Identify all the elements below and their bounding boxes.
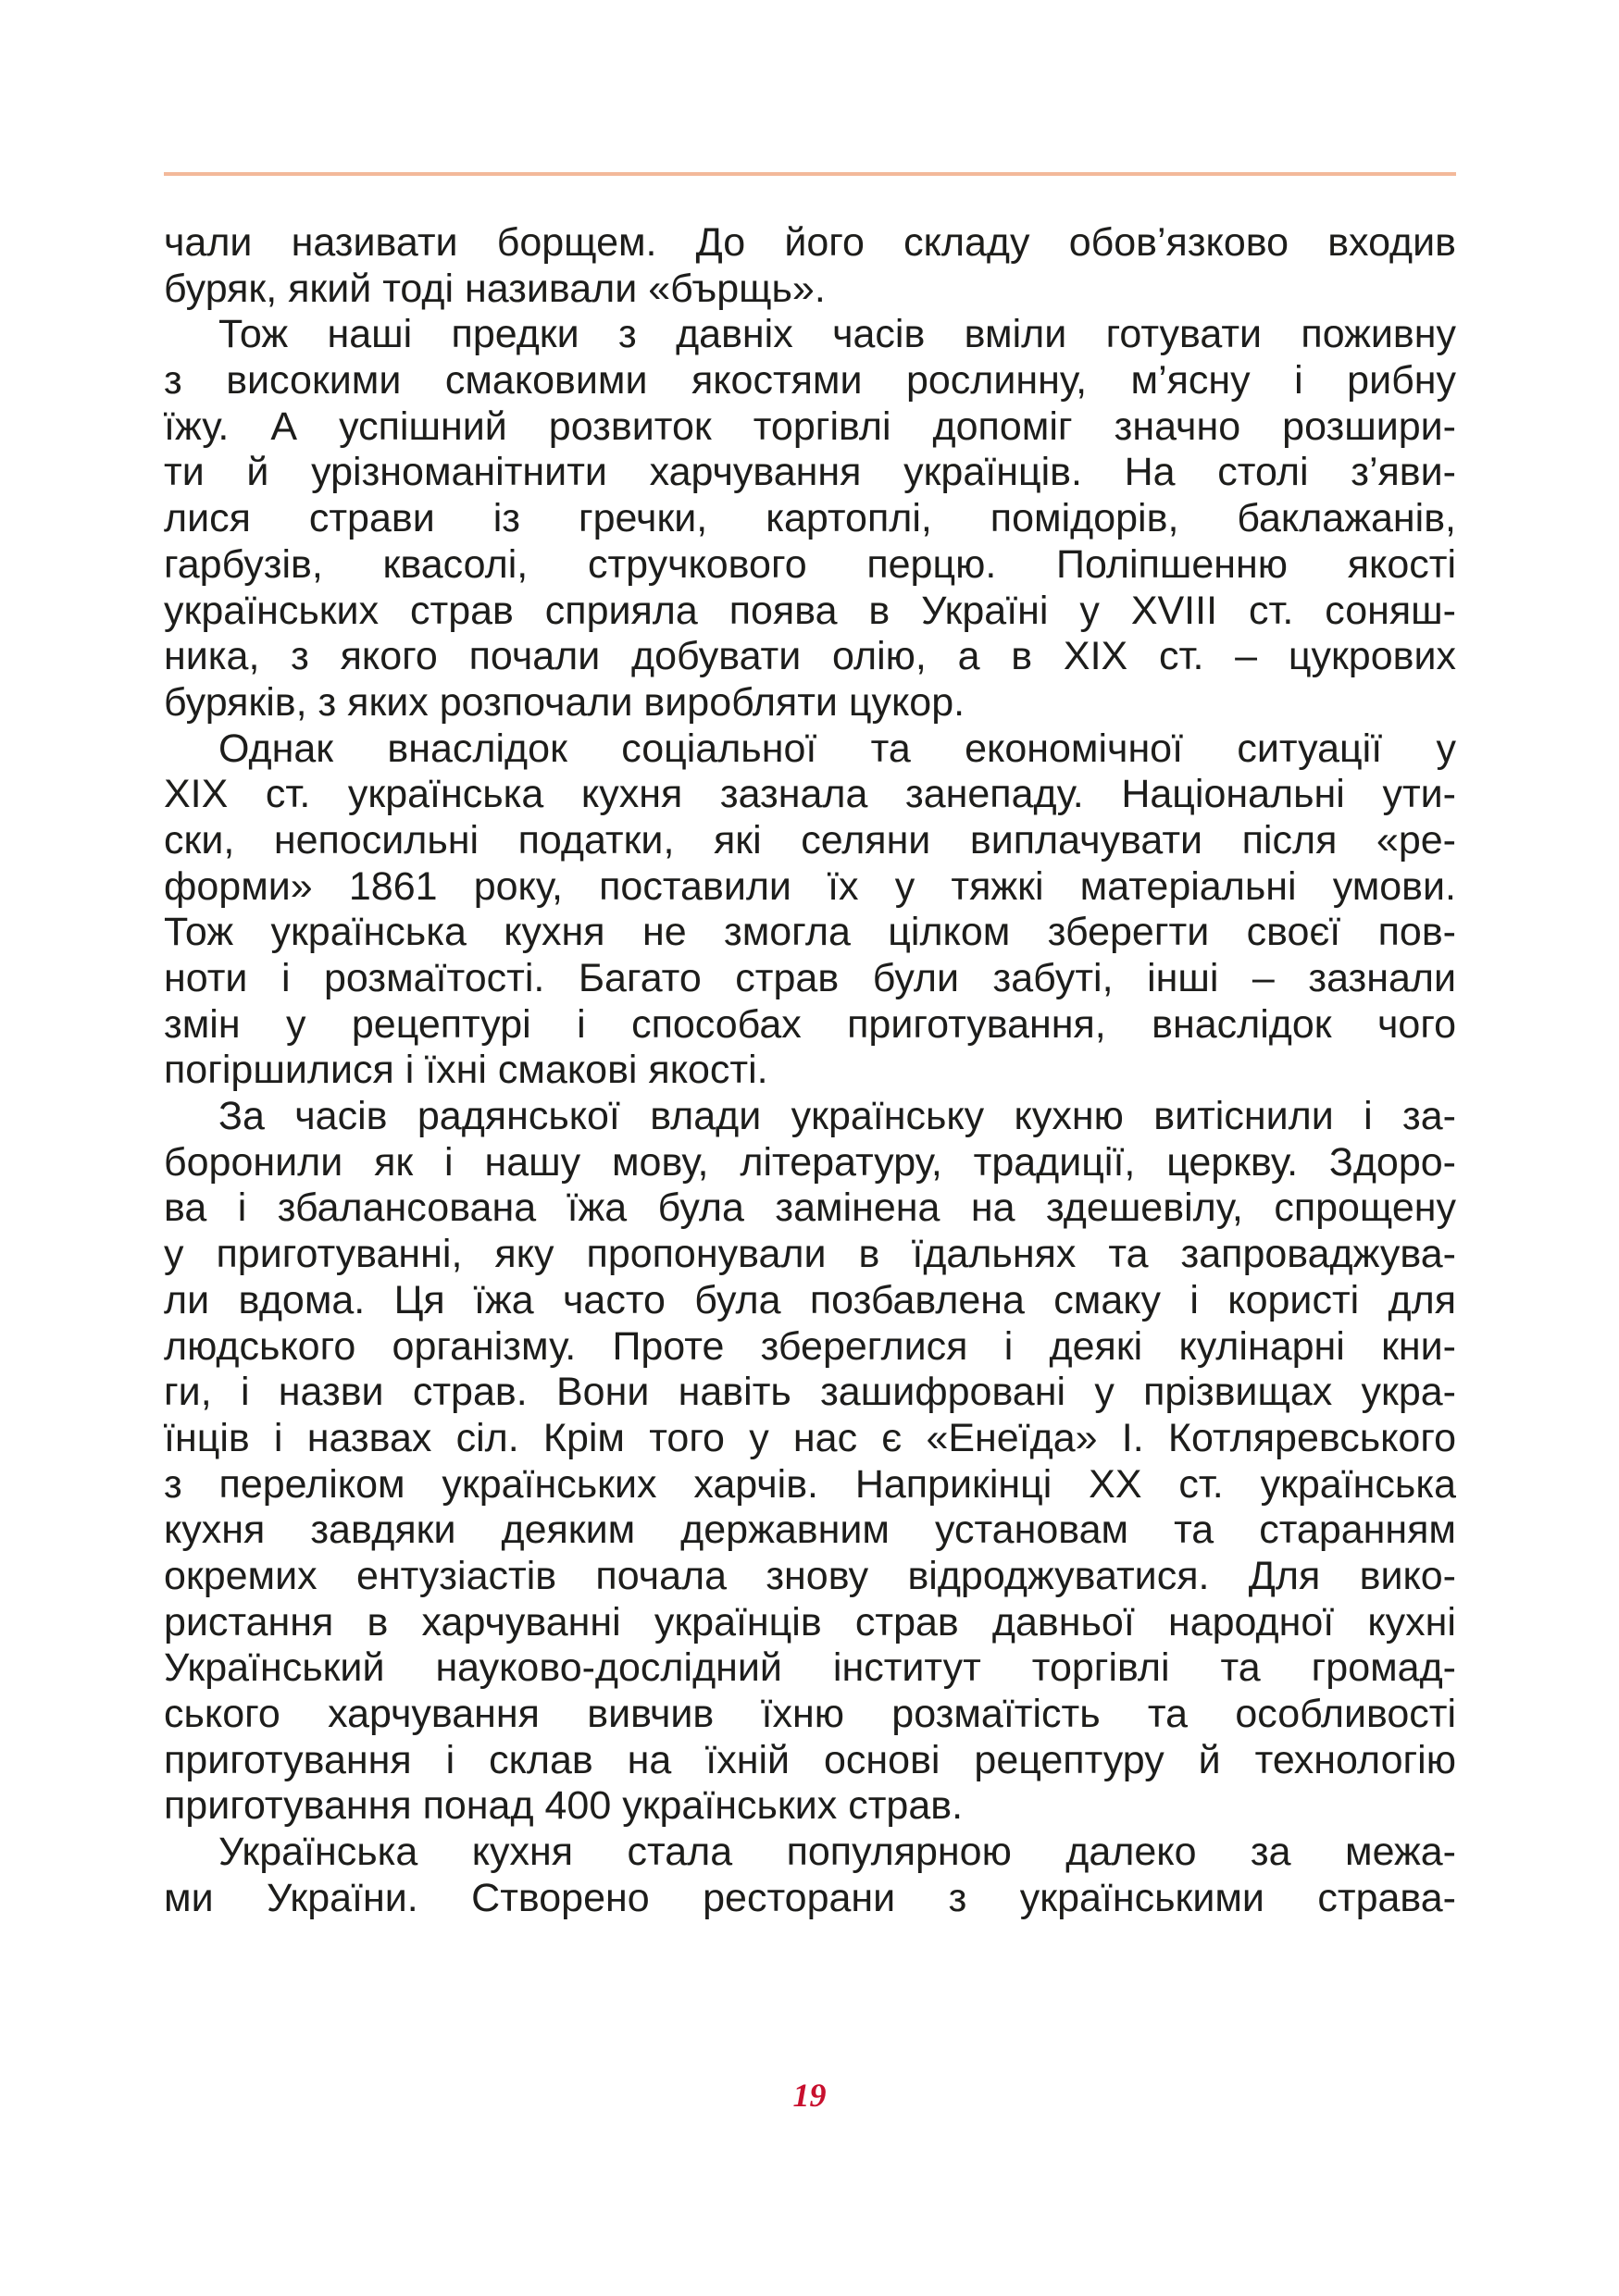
text-line: ли вдома. Ця їжа часто була позбавлена смаку і користі для xyxy=(164,1277,1456,1322)
text-line: Тож українська кухня не змогла цілком зберегти своєї пов- xyxy=(164,910,1456,955)
text-line: Однак внаслідок соціальної та економічної ситуації у xyxy=(218,726,1456,771)
text-line: змін у рецептурі і способах приготування, внаслідок чого xyxy=(164,1001,1456,1047)
text-line: гарбузів, квасолі, стручкового перцю. Поліпшенню якості xyxy=(164,541,1456,587)
header-rule xyxy=(164,172,1456,176)
text-line: ва і збалансована їжа була замінена на здешевілу, спрощену xyxy=(164,1185,1456,1231)
text-line: ски, непосильні податки, які селяни виплачувати після «ре- xyxy=(164,817,1456,863)
text-line: ноти і розмаїтості. Багато страв були забуті, інші – зазнали xyxy=(164,956,1456,1000)
text-line: українських страв сприяла поява в Україні у XVIII ст. соняш- xyxy=(164,588,1456,633)
text-line: окремих ентузіастів почала знову відроджуватися. Для вико- xyxy=(164,1553,1456,1598)
text-line: буряків, з яких розпочали виробляти цукор. xyxy=(164,679,965,725)
text-line: буряк, який тоді називали «бърщь». xyxy=(164,266,826,311)
paragraph xyxy=(164,1094,1456,1830)
text-line: Українська кухня стала популярною далеко за межа- xyxy=(218,1830,1456,1875)
text-line: з переліком українських харчів. Наприкінці XX ст. українська xyxy=(164,1461,1456,1507)
text-line: приготування понад 400 українських страв. xyxy=(164,1783,964,1829)
text-line: людського організму. Проте збереглися і деякі кулінарні кни- xyxy=(164,1323,1456,1369)
text-line: XIX ст. українська кухня зазнала занепаду. Національні ути- xyxy=(164,772,1456,817)
text-line: з високими смаковими якостями рослинну, м’ясну і рибну xyxy=(164,358,1456,403)
page-number: 19 xyxy=(792,2077,827,2114)
paragraph xyxy=(164,312,1456,726)
text-line: ристання в харчуванні українців страв давньої народної кухні xyxy=(164,1599,1456,1644)
text-line: у приготуванні, яку пропонували в їдальнях та запроваджува- xyxy=(164,1232,1456,1277)
text-line: погіршилися і їхні смакові якості. xyxy=(164,1048,768,1093)
body-text xyxy=(164,220,1456,1921)
text-line: їжу. А успішний розвиток торгівлі допоміг значно розшири- xyxy=(164,403,1456,449)
text-line: Український науково-дослідний інститут торгівлі та громад- xyxy=(164,1645,1456,1691)
paragraph xyxy=(164,726,1456,1095)
text-line: форми» 1861 року, поставили їх у тяжкі матеріальні умови. xyxy=(164,863,1456,909)
text-line: За часів радянської влади українську кухню витіснили і за- xyxy=(218,1094,1456,1139)
text-line: ти й урізноманітнити харчування українців. На столі з’яви- xyxy=(164,450,1456,495)
text-line: лися страви із гречки, картоплі, помідорів, баклажанів, xyxy=(164,496,1456,541)
text-line: ги, і назви страв. Вони навіть зашифровані у прізвищах укра- xyxy=(164,1370,1456,1415)
text-line: кухня завдяки деяким державним установам та старанням xyxy=(164,1508,1456,1553)
text-line: їнців і назвах сіл. Крім того у нас є «Енеїда» І. Котляревського xyxy=(164,1415,1456,1460)
text-line: боронили як і нашу мову, літературу, традиції, церкву. Здоро- xyxy=(164,1139,1456,1185)
paragraph xyxy=(164,1830,1456,1921)
text-line: ського харчування вивчив їхню розмаїтість та особливості xyxy=(164,1692,1456,1736)
text-line: приготування і склав на їхній основі рецептуру й технологію xyxy=(164,1737,1456,1782)
paragraph xyxy=(164,220,1456,312)
text-line: ми України. Створено ресторани з українськими страва- xyxy=(164,1875,1456,1920)
text-line: чали називати борщем. До його складу обов’язково входив xyxy=(164,220,1456,265)
text-line: ника, з якого почали добувати олію, а в XIX ст. – цукрових xyxy=(164,634,1456,679)
text-line: Тож наші предки з давніх часів вміли готувати поживну xyxy=(218,312,1456,357)
